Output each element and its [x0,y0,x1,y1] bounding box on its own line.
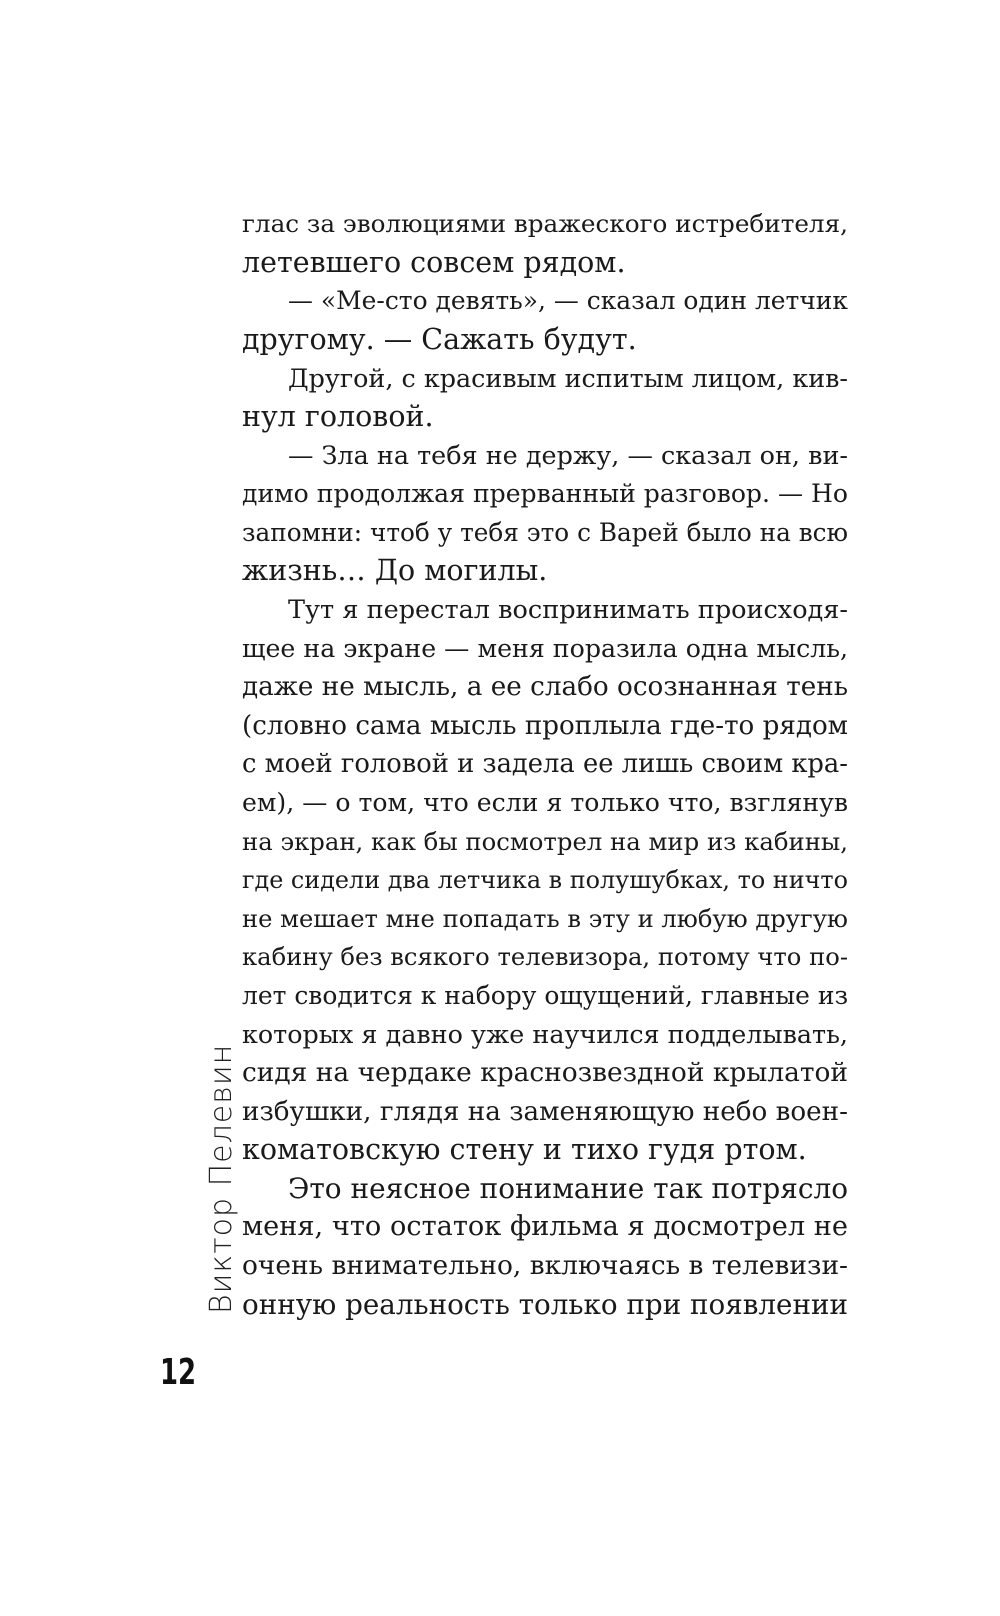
text-line: где сидели два летчика в полушубках, то ничто [242,866,848,895]
text-line: нул головой. [242,399,434,433]
text-line: — «Ме-сто девять», — сказал один летчик [288,286,848,316]
text-line: избушки, глядя на заменяющую небо воен- [242,1096,848,1127]
author-name: Виктор Пелевин [204,1043,239,1314]
text-line: очень внимательно, включаясь в телевизи- [242,1250,848,1282]
text-line: которых я давно уже научился подделывать, [242,1019,848,1050]
text-line: меня, что остаток фильма я досмотрел не [242,1211,848,1243]
text-line: Это неясное понимание так потрясло [288,1171,848,1205]
body-text [242,205,848,1324]
text-line: даже не мысль, а ее слабо осознанная тень [242,672,848,703]
text-line: сидя на чердаке краснозвездной крылатой [242,1057,848,1089]
text-line: летевшего совсем рядом. [242,245,626,279]
text-line: — Зла на тебя не держу, — сказал он, ви- [288,440,848,471]
text-line: жизнь… До могилы. [242,554,548,588]
text-line: с моей головой и задела ее лишь своим кра- [242,749,848,780]
text-line: другому. — Сажать будут. [242,322,637,356]
running-head [192,1043,239,1330]
text-line: (словно сама мысль проплыла где-то рядом [242,710,848,741]
text-line: запомни: чтоб у тебя это с Варей было на всю [242,517,848,547]
text-line: кабину без всякого телевизора, потому что по- [242,943,848,972]
text-line: не мешает мне попадать в эту и любую другую [242,904,848,933]
text-line: Другой, с красивым испитым лицом, кив- [288,363,848,394]
text-line: лет сводится к набору ощущений, главные из [242,980,849,1010]
text-line: Тут я перестал воспринимать происходя- [288,594,848,625]
text-line: глас за эволюциями вражеского истребителя, [242,209,848,238]
text-line: на экран, как бы посмотрел на мир из кабины, [242,826,848,856]
text-line: ем), — о том, что если я только что, взглянув [242,787,848,817]
text-line: димо продолжая прерванный разговор. — Но [242,479,848,509]
text-line: коматовскую стену и тихо гудя ртом. [242,1133,807,1167]
text-line: щее на экране — меня поразила одна мысль, [242,633,848,663]
text-line: онную реальность только при появлении [242,1287,848,1321]
page-number: 12 [160,1352,197,1393]
